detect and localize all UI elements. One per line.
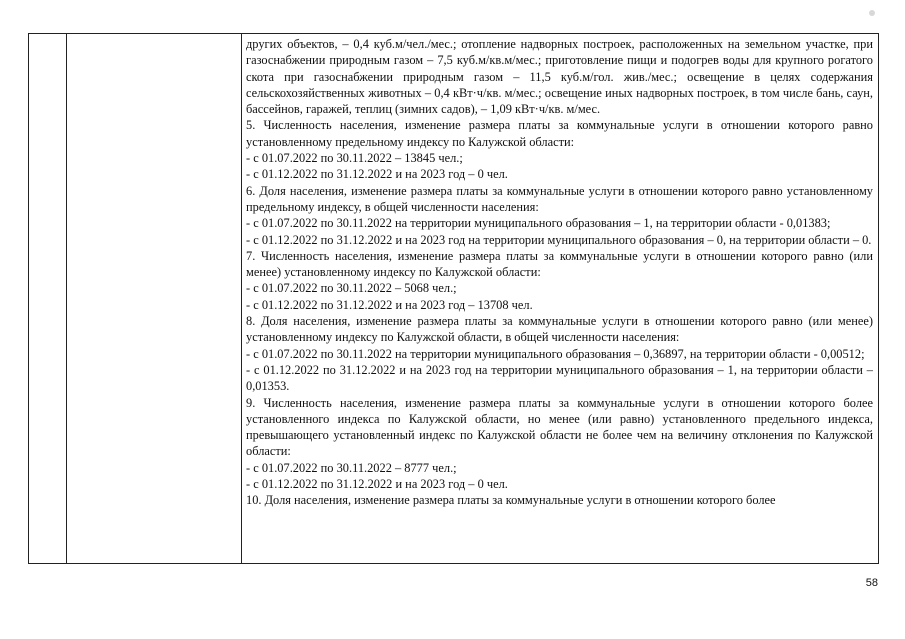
paragraph: - с 01.07.2022 по 30.11.2022 – 5068 чел.; (246, 281, 457, 296)
paragraph: - с 01.12.2022 по 31.12.2022 и на 2023 год – 0 чел. (246, 477, 508, 492)
table-column-divider (241, 34, 242, 563)
table-column-divider (66, 34, 67, 563)
paragraph: - с 01.12.2022 по 31.12.2022 и на 2023 год – 13708 чел. (246, 297, 533, 312)
paragraph: 5. Численность населения, изменение размера платы за коммунальные услуги в отношении которого равно установленному предельному индексу по Калужской области: (246, 118, 873, 149)
paragraph: 7. Численность населения, изменение размера платы за коммунальные услуги в отношении которого равно (или менее) установленному индексу по Калужской области: (246, 248, 873, 280)
page-number: 58 (865, 577, 878, 589)
paragraph: - с 01.07.2022 по 30.11.2022 на территории муниципального образования – 0,36897, на территории области - 0,00512; (246, 346, 865, 361)
paragraph: - с 01.07.2022 по 30.11.2022 на территории муниципального образования – 1, на территории области - 0,01383; (246, 216, 831, 231)
paragraph: 9. Численность населения, изменение размера платы за коммунальные услуги в отношении которого более установленного индекса по Калужской области, но менее (или равно) установленного предельного индекса, превышающего установленный индекс по Калужской области не более чем на величину отклонения по Калужской области: (246, 395, 873, 459)
scan-mark (869, 10, 875, 16)
paragraph: других объектов, – 0,4 куб.м/чел./мес.; отопление надворных построек, расположенных на земельном участке, при газоснабжении природным газом – 7,5 куб.м/кв.м/мес.; приготовление пищи и подогрев воды для крупного рогатого скота при газоснабжении природным газом – 11,5 куб.м/гол. жив./мес.; освещение в целях содержания сельскохозяйственных животных – 0,4 кВт·ч/кв. м/мес.; освещение иных надворных построек, в том числе бань, саун, бассейнов, гаражей, теплиц (зимних садов), – 1,09 кВт·ч/кв. м/мес. (246, 37, 873, 117)
paragraph: - с 01.07.2022 по 30.11.2022 – 13845 чел.; (246, 151, 463, 166)
paragraph: 6. Доля населения, изменение размера платы за коммунальные услуги в отношении которого равно установленному предельному индексу, в общей численности населения: (246, 183, 873, 214)
paragraph: 10. Доля населения, изменение размера платы за коммунальные услуги в отношении которого более (246, 493, 776, 508)
paragraph: - с 01.12.2022 по 31.12.2022 и на 2023 год на территории муниципального образования – 0, на территории области – 0. (246, 232, 872, 247)
document-table (28, 33, 879, 564)
paragraph: - с 01.12.2022 по 31.12.2022 и на 2023 год – 0 чел. (246, 167, 508, 182)
paragraph: - с 01.12.2022 по 31.12.2022 и на 2023 год на территории муниципального образования – 1, на территории области – 0,01353. (246, 362, 873, 394)
table-cell-content (246, 36, 873, 563)
paragraph: - с 01.07.2022 по 30.11.2022 – 8777 чел.; (246, 460, 457, 475)
paragraph: 8. Доля населения, изменение размера платы за коммунальные услуги в отношении которого равно (или менее) установленному индексу по Калужской области, в общей численности населения: (246, 314, 873, 345)
